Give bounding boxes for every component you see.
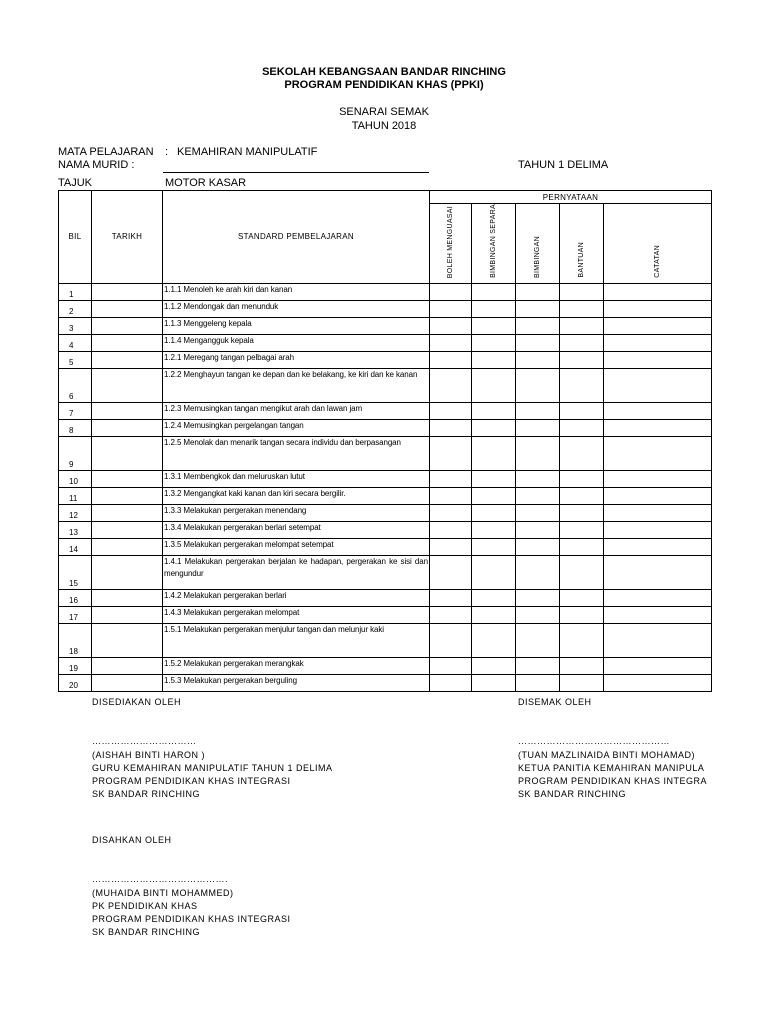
standard-cell: 1.1.1 Menoleh ke arah kiri dan kanan [163, 283, 430, 300]
bantuan-cell[interactable] [560, 470, 604, 487]
checklist-table [58, 190, 712, 692]
table-row [59, 334, 712, 351]
date-cell[interactable] [92, 300, 163, 317]
row-number: 8 [59, 419, 92, 436]
row-number: 17 [59, 606, 92, 623]
boleh-menguasai-cell[interactable] [430, 317, 472, 334]
bimbingan-cell[interactable] [516, 504, 560, 521]
bimbingan-cell[interactable] [516, 317, 560, 334]
catatan-cell[interactable] [604, 419, 712, 436]
date-cell[interactable] [92, 555, 163, 589]
date-cell[interactable] [92, 623, 163, 657]
boleh-menguasai-cell[interactable] [430, 538, 472, 555]
row-number: 7 [59, 402, 92, 419]
date-cell[interactable] [92, 334, 163, 351]
row-number: 13 [59, 521, 92, 538]
catatan-cell[interactable] [604, 351, 712, 368]
standard-cell: 1.5.3 Melakukan pergerakan berguling [163, 674, 430, 691]
boleh-menguasai-cell[interactable] [430, 487, 472, 504]
header-catatan: CATATAN [604, 204, 712, 284]
boleh-menguasai-cell[interactable] [430, 674, 472, 691]
boleh-menguasai-cell[interactable] [430, 283, 472, 300]
document-year: TAHUN 2018 [351, 120, 417, 132]
catatan-cell[interactable] [604, 504, 712, 521]
catatan-cell[interactable] [604, 674, 712, 691]
bantuan-cell[interactable] [560, 623, 604, 657]
standard-cell: 1.5.2 Melakukan pergerakan merangkak [163, 657, 430, 674]
table-row [59, 436, 712, 470]
bantuan-cell[interactable] [560, 283, 604, 300]
approved-by-signature-line: ……………………………………. [92, 874, 229, 885]
catatan-cell[interactable] [604, 334, 712, 351]
standard-cell: 1.2.4 Memusingkan pergelangan tangan [163, 419, 430, 436]
table-row [59, 317, 712, 334]
header-bil: BIL [59, 191, 92, 284]
bimbingan-cell[interactable] [516, 538, 560, 555]
date-cell[interactable] [92, 317, 163, 334]
bimbingan-cell[interactable] [516, 487, 560, 504]
row-number: 2 [59, 300, 92, 317]
boleh-menguasai-cell[interactable] [430, 368, 472, 402]
row-number: 3 [59, 317, 92, 334]
date-cell[interactable] [92, 674, 163, 691]
bantuan-cell[interactable] [560, 521, 604, 538]
bimbingan-separa-cell[interactable] [472, 470, 516, 487]
approved-by-role: PK PENDIDIKAN KHAS [92, 900, 198, 911]
bimbingan-separa-cell[interactable] [472, 623, 516, 657]
topic-label: TAJUK [58, 177, 93, 189]
bimbingan-cell[interactable] [516, 419, 560, 436]
bantuan-cell[interactable] [560, 419, 604, 436]
row-number: 6 [59, 368, 92, 402]
checked-by-school: SK BANDAR RINCHING [518, 789, 627, 800]
date-cell[interactable] [92, 402, 163, 419]
boleh-menguasai-cell[interactable] [430, 436, 472, 470]
bantuan-cell[interactable] [560, 674, 604, 691]
row-number: 16 [59, 589, 92, 606]
table-row [59, 402, 712, 419]
catatan-cell[interactable] [604, 283, 712, 300]
standard-cell: 1.4.1 Melakukan pergerakan berjalan ke hadapan, pergerakan ke sisi dan mengundur [163, 555, 430, 589]
date-cell[interactable] [92, 589, 163, 606]
approved-by-program: PROGRAM PENDIDIKAN KHAS INTEGRASI [92, 914, 291, 925]
approved-by-block [92, 834, 291, 940]
bimbingan-cell[interactable] [516, 674, 560, 691]
topic-value: MOTOR KASAR [165, 177, 247, 189]
bimbingan-cell[interactable] [516, 657, 560, 674]
standard-cell: 1.1.3 Menggeleng kepala [163, 317, 430, 334]
boleh-menguasai-cell[interactable] [430, 419, 472, 436]
bantuan-cell[interactable] [560, 402, 604, 419]
bimbingan-cell[interactable] [516, 555, 560, 589]
row-number: 9 [59, 436, 92, 470]
date-cell[interactable] [92, 368, 163, 402]
checked-by-block [518, 696, 768, 802]
boleh-menguasai-cell[interactable] [430, 300, 472, 317]
bimbingan-separa-cell[interactable] [472, 368, 516, 402]
bantuan-cell[interactable] [560, 555, 604, 589]
table-row [59, 300, 712, 317]
bimbingan-cell[interactable] [516, 283, 560, 300]
table-row [59, 538, 712, 555]
table-row [59, 470, 712, 487]
bimbingan-separa-cell[interactable] [472, 317, 516, 334]
table-row [59, 589, 712, 606]
checked-by-role: KETUA PANITIA KEMAHIRAN MANIPULA [518, 762, 705, 773]
bantuan-cell[interactable] [560, 589, 604, 606]
bimbingan-cell[interactable] [516, 436, 560, 470]
row-number: 4 [59, 334, 92, 351]
boleh-menguasai-cell[interactable] [430, 521, 472, 538]
date-cell[interactable] [92, 351, 163, 368]
prepared-by-block [92, 696, 333, 802]
date-cell[interactable] [92, 521, 163, 538]
catatan-cell[interactable] [604, 623, 712, 657]
subject-label: MATA PELAJARAN [58, 146, 154, 158]
row-number: 10 [59, 470, 92, 487]
header-bimbingan: BIMBINGAN [516, 204, 560, 284]
bimbingan-separa-cell[interactable] [472, 351, 516, 368]
table-row [59, 504, 712, 521]
standard-cell: 1.5.1 Melakukan pergerakan menjulur tangan dan melunjur kaki [163, 623, 430, 657]
bimbingan-separa-cell[interactable] [472, 504, 516, 521]
date-cell[interactable] [92, 436, 163, 470]
prepared-by-role: GURU KEMAHIRAN MANIPULATIF TAHUN 1 DELIMA [92, 762, 333, 773]
bantuan-cell[interactable] [560, 300, 604, 317]
bimbingan-cell[interactable] [516, 351, 560, 368]
header-tarikh: TARIKH [92, 191, 163, 284]
table-row [59, 487, 712, 504]
bimbingan-separa-cell[interactable] [472, 606, 516, 623]
bimbingan-separa-cell[interactable] [472, 436, 516, 470]
boleh-menguasai-cell[interactable] [430, 589, 472, 606]
bantuan-cell[interactable] [560, 368, 604, 402]
bimbingan-cell[interactable] [516, 623, 560, 657]
row-number: 18 [59, 623, 92, 657]
standard-cell: 1.3.5 Melakukan pergerakan melompat setempat [163, 538, 430, 555]
bimbingan-separa-cell[interactable] [472, 555, 516, 589]
approved-by-name: (MUHAIDA BINTI MOHAMMED) [92, 887, 234, 898]
catatan-cell[interactable] [604, 555, 712, 589]
standard-cell: 1.4.2 Melakukan pergerakan berlari [163, 589, 430, 606]
standard-cell: 1.2.3 Memusingkan tangan mengikut arah dan lawan jam [163, 402, 430, 419]
catatan-cell[interactable] [604, 657, 712, 674]
boleh-menguasai-cell[interactable] [430, 504, 472, 521]
bimbingan-separa-cell[interactable] [472, 334, 516, 351]
date-cell[interactable] [92, 419, 163, 436]
class-value: TAHUN 1 DELIMA [518, 159, 609, 171]
table-row [59, 674, 712, 691]
boleh-menguasai-cell[interactable] [430, 555, 472, 589]
row-number: 12 [59, 504, 92, 521]
row-number: 15 [59, 555, 92, 589]
date-cell[interactable] [92, 283, 163, 300]
boleh-menguasai-cell[interactable] [430, 623, 472, 657]
bimbingan-separa-cell[interactable] [472, 657, 516, 674]
standard-cell: 1.2.5 Menolak dan menarik tangan secara individu dan berpasangan [163, 436, 430, 470]
bimbingan-cell[interactable] [516, 368, 560, 402]
boleh-menguasai-cell[interactable] [430, 402, 472, 419]
standard-cell: 1.2.2 Menghayun tangan ke depan dan ke belakang, ke kiri dan ke kanan [163, 368, 430, 402]
approved-by-label: DISAHKAN OLEH [92, 835, 172, 845]
header-boleh-menguasai: BOLEH MENGUASAI [430, 204, 472, 284]
row-number: 1 [59, 283, 92, 300]
prepared-by-name: (AISHAH BINTI HARON ) [92, 749, 206, 760]
header-bantuan: BANTUAN [560, 204, 604, 284]
bantuan-cell[interactable] [560, 351, 604, 368]
prepared-by-signature-line: …………………………… [92, 736, 197, 747]
bimbingan-cell[interactable] [516, 334, 560, 351]
catatan-cell[interactable] [604, 470, 712, 487]
document-title: SENARAI SEMAK [339, 106, 429, 118]
bimbingan-cell[interactable] [516, 402, 560, 419]
bimbingan-separa-cell[interactable] [472, 521, 516, 538]
standard-cell: 1.1.4 Mengangguk kepala [163, 334, 430, 351]
table-row [59, 623, 712, 657]
table-row [59, 351, 712, 368]
table-row [59, 368, 712, 402]
date-cell[interactable] [92, 470, 163, 487]
boleh-menguasai-cell[interactable] [430, 351, 472, 368]
standard-cell: 1.3.2 Mengangkat kaki kanan dan kiri secara bergilir. [163, 487, 430, 504]
program-name: PROGRAM PENDIDIKAN KHAS (PPKI) [284, 79, 484, 91]
table-row [59, 606, 712, 623]
standard-cell: 1.4.3 Melakukan pergerakan melompat [163, 606, 430, 623]
boleh-menguasai-cell[interactable] [430, 657, 472, 674]
standard-cell: 1.2.1 Meregang tangan pelbagai arah [163, 351, 430, 368]
row-number: 19 [59, 657, 92, 674]
bantuan-cell[interactable] [560, 606, 604, 623]
catatan-cell[interactable] [604, 300, 712, 317]
bimbingan-cell[interactable] [516, 589, 560, 606]
header-pernyataan: PERNYATAAN [430, 191, 712, 204]
subject-value: KEMAHIRAN MANIPULATIF [177, 146, 318, 158]
row-number: 5 [59, 351, 92, 368]
boleh-menguasai-cell[interactable] [430, 334, 472, 351]
student-name-label: NAMA MURID : [58, 159, 135, 171]
bimbingan-separa-cell[interactable] [472, 538, 516, 555]
bimbingan-cell[interactable] [516, 606, 560, 623]
prepared-by-school: SK BANDAR RINCHING [92, 789, 201, 800]
catatan-cell[interactable] [604, 521, 712, 538]
checked-by-program: PROGRAM PENDIDIKAN KHAS INTEGRA [518, 776, 708, 787]
catatan-cell[interactable] [604, 538, 712, 555]
bantuan-cell[interactable] [560, 538, 604, 555]
catatan-cell[interactable] [604, 436, 712, 470]
bantuan-cell[interactable] [560, 657, 604, 674]
row-number: 11 [59, 487, 92, 504]
catatan-cell[interactable] [604, 317, 712, 334]
date-cell[interactable] [92, 657, 163, 674]
prepared-by-program: PROGRAM PENDIDIKAN KHAS INTEGRASI [92, 776, 291, 787]
date-cell[interactable] [92, 487, 163, 504]
table-row [59, 283, 712, 300]
bimbingan-separa-cell[interactable] [472, 300, 516, 317]
bimbingan-cell[interactable] [516, 300, 560, 317]
bimbingan-cell[interactable] [516, 470, 560, 487]
bantuan-cell[interactable] [560, 436, 604, 470]
standard-cell: 1.3.1 Membengkok dan meluruskan lutut [163, 470, 430, 487]
checked-by-signature-line: ………………………………………… [518, 736, 670, 747]
checked-by-label: DISEMAK OLEH [518, 697, 592, 707]
bantuan-cell[interactable] [560, 487, 604, 504]
table-row [59, 657, 712, 674]
prepared-by-label: DISEDIAKAN OLEH [92, 697, 182, 707]
bantuan-cell[interactable] [560, 317, 604, 334]
checked-by-name: (TUAN MAZLINAIDA BINTI MOHAMAD) [518, 749, 696, 760]
catatan-cell[interactable] [604, 368, 712, 402]
bimbingan-separa-cell[interactable] [472, 589, 516, 606]
bantuan-cell[interactable] [560, 504, 604, 521]
student-name-line[interactable] [163, 172, 429, 173]
subject-separator: : [165, 146, 169, 158]
table-row [59, 555, 712, 589]
bantuan-cell[interactable] [560, 334, 604, 351]
standard-cell: 1.1.2 Mendongak dan menunduk [163, 300, 430, 317]
bimbingan-cell[interactable] [516, 521, 560, 538]
row-number: 14 [59, 538, 92, 555]
bimbingan-separa-cell[interactable] [472, 487, 516, 504]
catatan-cell[interactable] [604, 606, 712, 623]
bimbingan-separa-cell[interactable] [472, 674, 516, 691]
school-name: SEKOLAH KEBANGSAAN BANDAR RINCHING [262, 66, 506, 78]
bimbingan-separa-cell[interactable] [472, 283, 516, 300]
header-bimbingan-separa: BIMBINGAN SEPARA [472, 204, 516, 284]
catatan-cell[interactable] [604, 589, 712, 606]
catatan-cell[interactable] [604, 402, 712, 419]
standard-cell: 1.3.4 Melakukan pergerakan berlari setempat [163, 521, 430, 538]
header-standard: STANDARD PEMBELAJARAN [163, 191, 430, 284]
date-cell[interactable] [92, 504, 163, 521]
table-row [59, 419, 712, 436]
boleh-menguasai-cell[interactable] [430, 470, 472, 487]
table-row [59, 521, 712, 538]
date-cell[interactable] [92, 606, 163, 623]
bimbingan-separa-cell[interactable] [472, 402, 516, 419]
approved-by-school: SK BANDAR RINCHING [92, 927, 201, 938]
standard-cell: 1.3.3 Melakukan pergerakan menendang [163, 504, 430, 521]
row-number: 20 [59, 674, 92, 691]
bimbingan-separa-cell[interactable] [472, 419, 516, 436]
date-cell[interactable] [92, 538, 163, 555]
boleh-menguasai-cell[interactable] [430, 606, 472, 623]
catatan-cell[interactable] [604, 487, 712, 504]
